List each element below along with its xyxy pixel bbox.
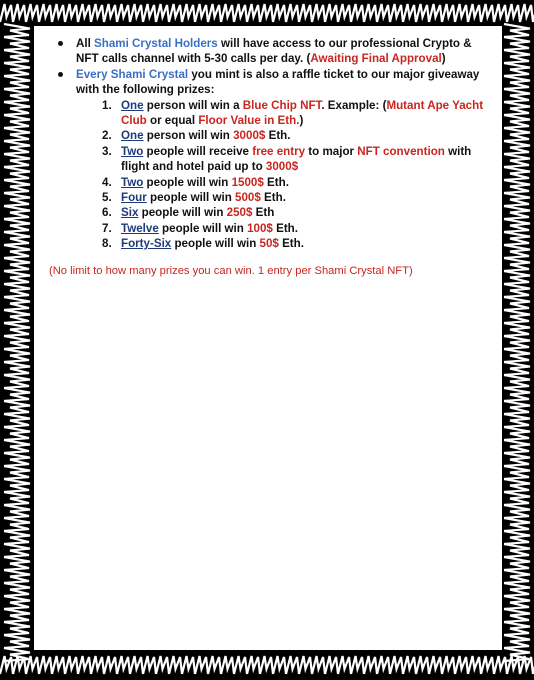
prize-item <box>102 98 494 129</box>
text-run: Eth <box>252 206 275 220</box>
document-page <box>34 26 502 650</box>
highlight-text: Floor Value in Eth. <box>198 114 300 128</box>
prize-number: 5. <box>102 191 112 205</box>
prize-item <box>102 190 494 205</box>
text-run: Eth. <box>272 221 298 235</box>
highlight-text: Two <box>121 175 144 189</box>
highlight-text: One <box>121 129 144 143</box>
highlight-text: Shami Crystal Holders <box>94 37 218 50</box>
prize-number: 3. <box>102 144 112 158</box>
highlight-text: NFT convention <box>357 144 445 158</box>
bullet-text <box>76 68 479 96</box>
prize-number: 8. <box>102 237 112 251</box>
text-run: will have access to our professional Crypto & NFT calls channel with 5-30 calls per day. ( <box>76 37 472 66</box>
prize-item <box>102 128 494 143</box>
text-run: person will win a <box>143 98 243 112</box>
highlight-text: Two <box>121 144 144 158</box>
text-run: people will win <box>138 206 227 220</box>
text-run: you mint is also a raffle ticket to our major giveaway with the following prizes: <box>76 67 480 97</box>
highlight-text: Twelve <box>121 221 159 235</box>
highlight-text: Awaiting Final Approval <box>310 52 442 66</box>
prize-item <box>102 175 494 190</box>
text-run: or equal <box>146 114 199 128</box>
prize-item <box>102 221 494 236</box>
text-run: with flight and hotel paid up to <box>121 144 472 174</box>
bullet-item-raffle <box>46 67 494 252</box>
prize-item <box>102 205 494 220</box>
text-run: Eth. <box>260 191 286 205</box>
highlight-text: free entry <box>252 144 306 158</box>
highlight-text: 100$ <box>247 221 273 235</box>
text-run: to major <box>305 144 358 158</box>
highlight-text: Four <box>121 191 147 205</box>
highlight-text: 1500$ <box>231 175 264 189</box>
prize-number: 4. <box>102 175 112 189</box>
text-run: Eth. <box>278 237 304 251</box>
highlight-text: Every Shami Crystal <box>76 67 189 81</box>
prize-number: 2. <box>102 129 112 143</box>
limit-note: (No limit to how many prizes you can win. 1 entry per Shami Crystal NFT) <box>49 264 413 277</box>
highlight-text: Six <box>121 206 139 220</box>
bullet-list <box>46 36 494 252</box>
highlight-text: Mutant Ape Yacht Club <box>121 98 484 128</box>
text-run: Eth. <box>265 129 291 143</box>
text-run: Eth. <box>263 175 289 189</box>
text-run: ) <box>441 52 446 66</box>
highlight-text: 3000$ <box>265 160 299 174</box>
highlight-text: 50$ <box>259 237 279 251</box>
bullet-text <box>76 37 472 65</box>
text-run: ) <box>299 114 304 128</box>
highlight-text: Forty-Six <box>121 237 172 251</box>
bullet-item-crypto-calls <box>46 36 494 67</box>
text-run: All <box>76 37 95 50</box>
text-run: people will win <box>143 175 232 189</box>
document-content <box>46 36 494 279</box>
highlight-text: 500$ <box>235 191 261 205</box>
text-run: people will win <box>158 221 248 235</box>
prize-list <box>76 98 494 252</box>
prize-number: 7. <box>102 221 112 235</box>
prize-item <box>102 144 494 175</box>
highlight-text: 3000$ <box>233 129 266 143</box>
highlight-text: One <box>121 98 144 112</box>
text-run: people will win <box>171 237 260 251</box>
highlight-text: Blue Chip NFT <box>242 98 322 112</box>
prize-number: 6. <box>102 206 112 220</box>
highlight-text: 250$ <box>226 206 253 220</box>
text-run: people will win <box>146 191 236 205</box>
text-run: person will win <box>143 129 234 143</box>
prize-number: 1. <box>102 98 112 112</box>
text-run: . Example: ( <box>321 98 387 112</box>
text-run: people will receive <box>143 144 253 158</box>
prize-item <box>102 236 494 251</box>
